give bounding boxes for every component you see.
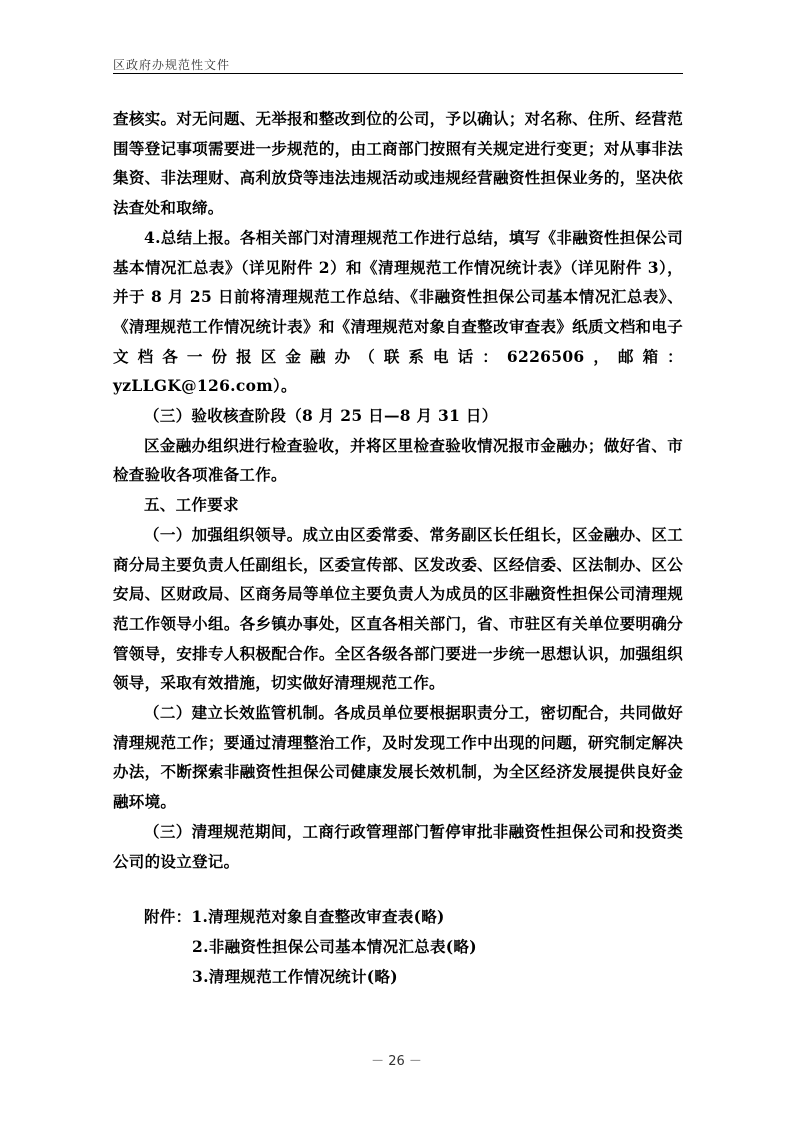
document-header: 区政府办规范性文件 <box>113 58 231 72</box>
paragraph-verification: 查核实。对无问题、无举报和整改到位的公司，予以确认；对名称、住所、经营范围等登记事项需要进一步规范的，由工商部门按照有关规定进行变更；对从事非法集资、非法理财、高利放贷等违法违规活动或违规经营融资性担保业务的，坚决依法查处和取缔。 <box>113 109 683 218</box>
section-heading-work-requirements: 五、工作要求 <box>144 495 239 515</box>
document-body <box>113 104 683 991</box>
spacer <box>113 876 683 902</box>
paragraph-organization-leadership: （一）加强组织领导。成立由区委常委、常务副区长任组长，区金融办、区工商分局主要负责人任副组长，区委宣传部、区发改委、区经信委、区法制办、区公安局、区财政局、区商务局等单位主要负责人为成员的区非融资性担保公司清理规范工作领导小组。各乡镇办事处，区直各相关部门，省、市驻区有关单位要明确分管领导，安排专人积极配合作。全区各级各部门要进一步统一思想认识，加强组织领导，采取有效措施，切实做好清理规范工作。 <box>113 524 683 693</box>
header-divider <box>113 73 683 74</box>
attachment-item-2: 2.非融资性担保公司基本情况汇总表(略) <box>192 936 477 956</box>
attachment-item-3: 3.清理规范工作情况统计(略) <box>192 966 398 986</box>
page-number: － 26 － <box>371 1054 422 1069</box>
paragraph-stage-three-heading: （三）验收核查阶段（8 月 25 日—8 月 31 日） <box>144 406 498 426</box>
attachment-item-1: 附件：1.清理规范对象自查整改审查表(略) <box>144 907 445 927</box>
paragraph-supervision-mechanism: （二）建立长效监管机制。各成员单位要根据职责分工，密切配合，共同做好清理规范工作；要通过清理整治工作，及时发现工作中出现的问题，研究制定解决办法，不断探索非融资性担保公司健康发展长效机制，为全区经济发展提供良好金融环境。 <box>113 703 683 812</box>
paragraph-summary-report: 4.总结上报。各相关部门对清理规范工作进行总结，填写《非融资性担保公司基本情况汇总表》（详见附件 2）和《清理规范工作情况统计表》（详见附件 3），并于 8 月 25 日前将清理规范工作总结、《非融资性担保公司基本情况汇总表》、《清理规范工作情况统计表》和《清理规范对象自查整改审查表》纸质文档和电子文档各一份报区金融办（联系电话：6226506，邮箱：yzLLGK@126.com）。 <box>113 227 683 396</box>
paragraph-acceptance: 区金融办组织进行检查验收，并将区里检查验收情况报市金融办；做好省、市检查验收各项准备工作。 <box>113 435 683 485</box>
paragraph-registration-suspension: （三）清理规范期间，工商行政管理部门暂停审批非融资性担保公司和投资类公司的设立登记。 <box>113 821 683 871</box>
